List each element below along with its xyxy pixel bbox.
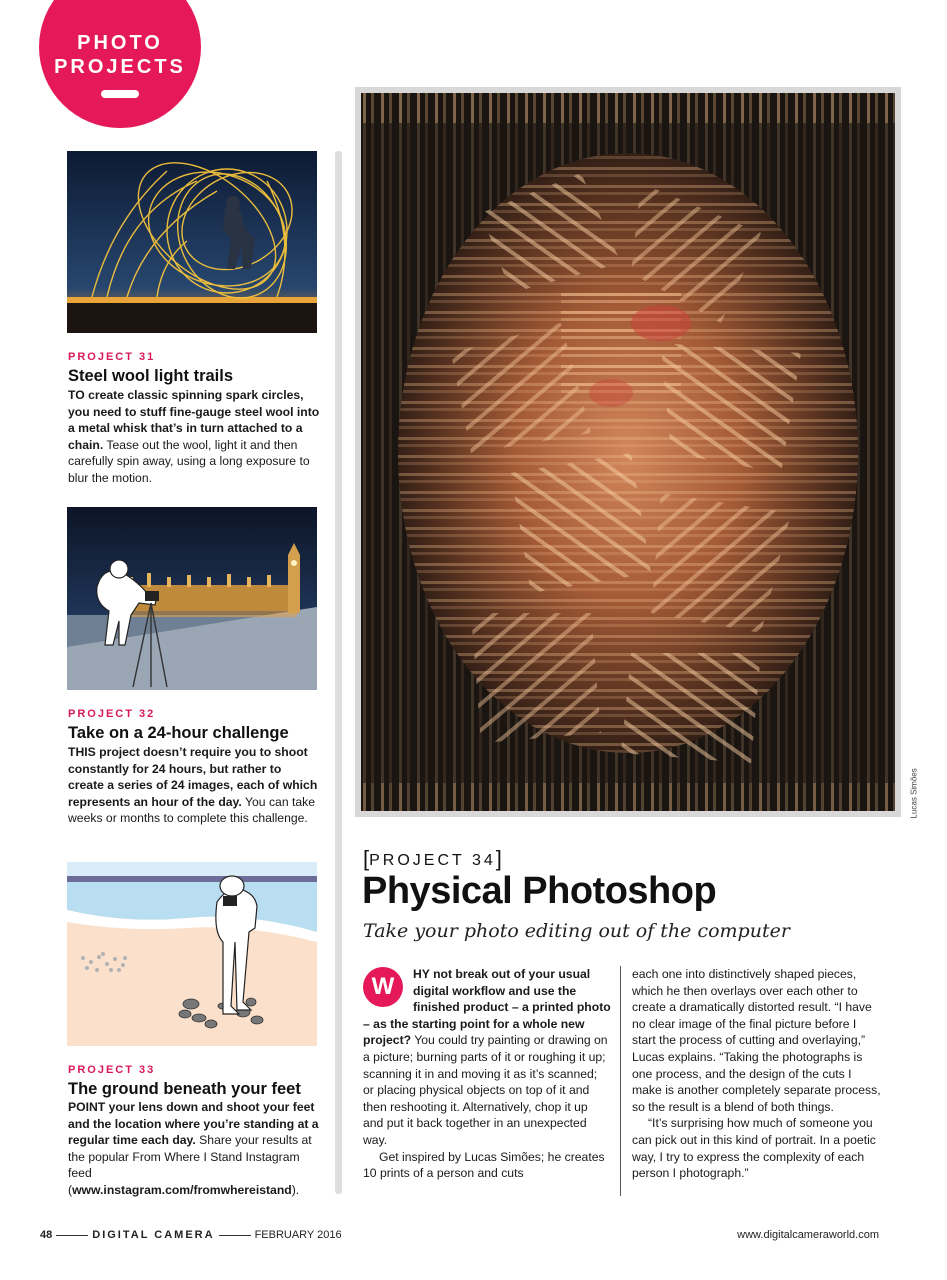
folio-rule-2 (219, 1235, 251, 1236)
website-url[interactable]: www.digitalcameraworld.com (737, 1229, 879, 1241)
article-p2: Get inspired by Lucas Simões; he creates 10 prints of a person and cuts (363, 1149, 605, 1181)
photo-credit (906, 760, 920, 820)
beach-feet-illustration (67, 862, 317, 1046)
badge-line-1: PHOTO (77, 32, 163, 54)
instagram-link[interactable]: www.instagram.com/fromwhereistand (72, 1182, 292, 1197)
project-32-label: PROJECT 32 (68, 708, 156, 720)
project-33-tail: ). (291, 1182, 300, 1197)
project-33-text: Share your results at the popular From Where I Stand Instagram feed ( (68, 1133, 312, 1197)
project-31-text: Tease out the wool, light it and then carefully spin away, using a long exposure to blur the motion. (68, 437, 310, 485)
cut-photo-artwork (355, 87, 901, 817)
badge-bar (101, 90, 139, 98)
article-subtitle: Take your photo editing out of the computer (363, 920, 790, 942)
page-number: 48 (40, 1229, 53, 1241)
column-rule (620, 966, 621, 1196)
project-32-lead: THIS project doesn’t require you to shoot constantly for 24 hours, but rather to create a series of 24 images, each of which represents an hour of the day. (68, 745, 318, 809)
photo-credit-text: Lucas Simões (909, 768, 919, 819)
bracket-open: [ (363, 846, 370, 871)
magazine-name: DIGITAL CAMERA (92, 1229, 215, 1241)
article-lead: HY not break out of your usual digital workflow and use the finished product – a printed photo – as the starting point for a whole new project? (363, 967, 611, 1048)
article-title: Physical Photoshop (362, 870, 717, 912)
drop-cap: W (363, 967, 403, 1007)
project-33-title: The ground beneath your feet (68, 1080, 301, 1098)
project-33-body (68, 1099, 320, 1199)
project-32-text: You can take weeks or months to complete this challenge. (68, 794, 316, 826)
article-p4: “It’s surprising how much of someone you can pick out in this kind of portrait. In a poetic way, I try to express the complexity of each person I photograph.” (632, 1116, 876, 1181)
project-34-label-text: PROJECT 34 (369, 852, 496, 869)
section-badge (39, 0, 201, 128)
article-column-1 (363, 966, 611, 1182)
project-33-lead: POINT your lens down and shoot your feet and the location where you’re standing at a regular time each day. (68, 1100, 319, 1148)
article-p3: each one into distinctively shaped pieces, which he then overlays over each other to create a dramatically distorted result. “I have no clear image of the final picture before I start the process of cutting and overlaying,” Lucas explains. “Taking the photographs is one process, and the design of the cuts I make is another completely separate process, so the result is a blend of both things. (632, 967, 881, 1114)
project-32-body (68, 744, 320, 827)
steel-wool-illustration (67, 151, 317, 333)
folio (40, 1229, 342, 1241)
bracket-close: ] (495, 846, 502, 871)
column-divider-bar (335, 151, 342, 1194)
project-31-lead: TO create classic spinning spark circles, you need to stuff fine-gauge steel wool into a metal whisk that’s in turn attached to a chain. (68, 388, 320, 452)
project-31-label: PROJECT 31 (68, 351, 156, 363)
project-33-label: PROJECT 33 (68, 1064, 156, 1076)
issue-date: FEBRUARY 2016 (254, 1229, 342, 1241)
project-31-title: Steel wool light trails (68, 367, 234, 385)
badge-line-2: PROJECTS (54, 56, 186, 78)
article-column-2 (632, 966, 882, 1182)
project-34-label (363, 845, 502, 871)
westminster-illustration (67, 507, 317, 690)
article-p1: You could try painting or drawing on a picture; burning parts of it or roughing it up; scanning it in and moving it as it’s scanned; or placing physical objects on top of it and then reshooting it. Alternatively, chop it up and put it back together in an unexpected way. (363, 1033, 608, 1147)
project-32-title: Take on a 24-hour challenge (68, 724, 289, 742)
folio-rule (56, 1235, 88, 1236)
project-31-body (68, 387, 320, 487)
